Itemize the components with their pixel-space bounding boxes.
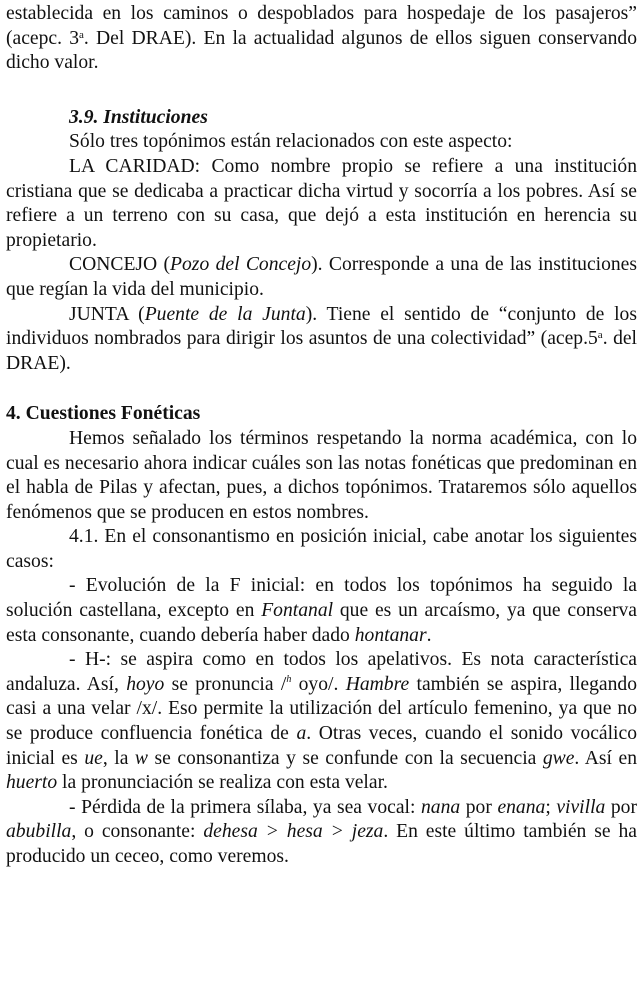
paragraph-intro (6, 2, 637, 76)
text-run: establecida en los caminos o despoblados para hospedaje de los pasajeros” (acepc. 3 (6, 3, 637, 49)
text-run: . del DRAE). (6, 328, 638, 374)
paragraph-lead: Sólo tres topónimos están relacionados con este aspecto: (69, 131, 513, 153)
superscript: a (79, 28, 84, 41)
italic-term: enana (497, 796, 546, 818)
text-run: - Pérdida de la primera sílaba, ya sea vocal: (69, 796, 421, 818)
paragraph-h-aspirada (6, 648, 637, 796)
text-run: . Así en (574, 747, 637, 769)
italic-term: Hambre (345, 673, 410, 695)
text-run: . En este último también se ha producido un ceceo, como veremos. (6, 821, 637, 867)
superscript: h (286, 673, 292, 685)
text-run: por (605, 796, 637, 818)
italic-term: dehesa > hesa > jeza (203, 821, 384, 843)
italic-term: w (134, 747, 148, 769)
italic-term: nana (421, 796, 461, 818)
text-run: se pronuncia / (164, 673, 287, 695)
italic-term: a (296, 723, 307, 745)
paragraph-s4-intro: Hemos señalado los términos respetando la norma académica, con lo cual es necesario ahora indicar cuáles son las notas fonéticas que predominan en el habla de Pilas y afectan, pues, a dichos topónimos. Trataremos sólo aquellos fenómenos que se producen en estos nombres. (6, 427, 637, 523)
italic-term: vivilla (556, 796, 606, 818)
paragraph-junta (6, 303, 637, 377)
italic-term: Fontanal (261, 600, 334, 622)
text-run: se consonantiza y se confunde con la secuencia (147, 747, 543, 769)
text-run: CONCEJO ( (69, 254, 171, 276)
text-run: ; (545, 796, 557, 818)
text-run: , o consonante: (71, 821, 204, 843)
paragraph-perdida (6, 796, 637, 870)
paragraph-caridad: LA CARIDAD: Como nombre propio se refiere a una institución cristiana que se dedicaba a practicar dicha virtud y socorría a los pobres. Así se refiere a un terreno con su casa, que dejó a esta institución en herencia su propietario. (6, 155, 637, 251)
text-run: que es un arcaísmo, ya que conserva esta consonante, cuando debería haber dado (6, 600, 638, 646)
text-run: , la (102, 747, 135, 769)
text-run: por (460, 796, 498, 818)
italic-term: hontanar (354, 624, 427, 646)
paragraph-concejo (6, 253, 637, 302)
text-run: la pronunciación se realiza con esta velar. (57, 772, 388, 794)
italic-term: ue (84, 747, 103, 769)
section-heading-3-9: 3.9. Instituciones (69, 106, 208, 128)
text-run: - H-: se aspira como en todos los apelativos. Es nota característica andaluza. Así, (6, 649, 637, 695)
document-page (6, 2, 637, 870)
paragraph-evolucion (6, 574, 637, 648)
italic-term: gwe (542, 747, 575, 769)
italic-term: huerto (6, 772, 58, 794)
italic-term: Pozo del Concejo (170, 254, 312, 276)
text-run: . Del DRAE). En la actualidad algunos de ellos siguen conservando dicho valor. (6, 27, 637, 74)
section-heading-4: 4. Cuestiones Fonéticas (6, 403, 201, 425)
text-run: oyo/. (291, 673, 346, 695)
italic-term: Puente de la Junta (144, 303, 306, 325)
italic-term: abubilla (6, 821, 72, 843)
text-run: . (426, 624, 432, 646)
text-run: también se aspira, llegando casi a una velar /x/. Eso permite la utilización del artículo femenino, ya que no se produce confluencia fonética de (6, 673, 638, 745)
superscript: a (597, 329, 603, 342)
text-run: ). Tiene el sentido de “conjunto de los individuos nombrados para dirigir los asuntos de una colectividad” (acep.5 (6, 303, 637, 350)
paragraph-4-1: 4.1. En el consonantismo en posición inicial, cabe anotar los siguientes casos: (6, 526, 637, 572)
text-run: JUNTA ( (69, 303, 145, 325)
text-run: - Evolución de la F inicial: en todos los topónimos ha seguido la solución castellana, excepto en (6, 575, 637, 622)
text-run: ). Corresponde a una de las instituciones que regían la vida del municipio. (6, 254, 637, 300)
italic-term: hoyo (126, 673, 165, 695)
text-run: . Otras veces, cuando el sonido vocálico inicial es (6, 723, 637, 769)
